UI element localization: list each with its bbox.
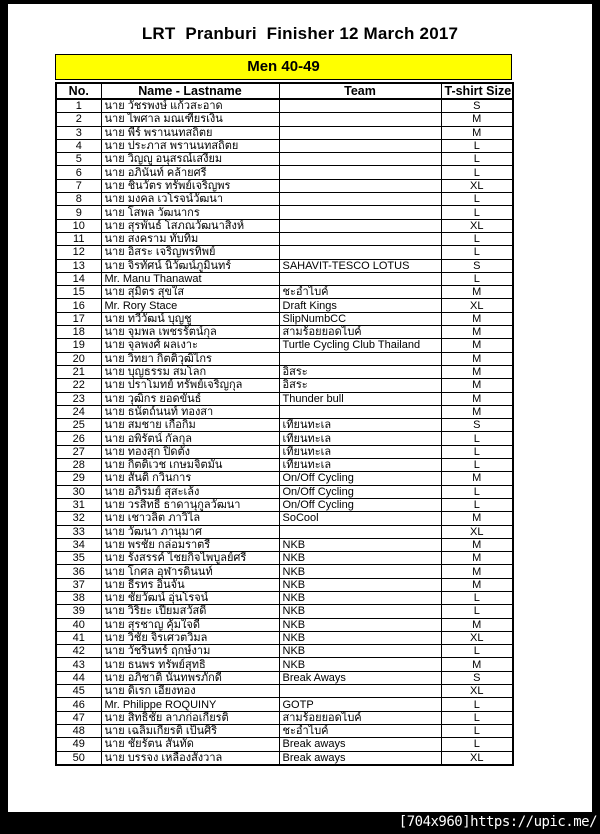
table-row: [56, 618, 513, 631]
table-row: [56, 272, 513, 285]
table-row: [56, 206, 513, 219]
table-row: [56, 578, 513, 591]
watermark-url: [704x960]https://upic.me/: [398, 814, 597, 830]
cell-name: นาย วิญญู อนุสรณ์เสงี่ยม: [101, 153, 279, 166]
cell-team: เทียนทะเล: [279, 445, 441, 458]
cell-no: 31: [56, 498, 101, 511]
cell-team: สามร้อยยอดไบค์: [279, 711, 441, 724]
cell-size: M: [441, 113, 513, 126]
cell-no: 41: [56, 631, 101, 644]
cell-name: นาย ดิเรก เอี่ยงทอง: [101, 685, 279, 698]
cell-team: [279, 193, 441, 206]
cell-team: On/Off Cycling: [279, 485, 441, 498]
cell-no: 45: [56, 685, 101, 698]
cell-name: นาย ปราโมทย์ ทรัพย์เจริญกุล: [101, 379, 279, 392]
cell-no: 29: [56, 472, 101, 485]
cell-name: นาย โสพล วัฒนากร: [101, 206, 279, 219]
watermark-bar: [0, 812, 600, 834]
cell-no: 49: [56, 738, 101, 751]
cell-name: นาย พรชัย กล่อมราตรี: [101, 538, 279, 551]
cell-size: L: [441, 459, 513, 472]
cell-size: M: [441, 658, 513, 671]
cell-no: 12: [56, 246, 101, 259]
cell-size: XL: [441, 685, 513, 698]
cell-no: 34: [56, 538, 101, 551]
cell-no: 8: [56, 193, 101, 206]
table-row: [56, 472, 513, 485]
finisher-table: [55, 82, 514, 766]
cell-size: L: [441, 232, 513, 245]
table-row: [56, 738, 513, 751]
cell-name: Mr. Manu Thanawat: [101, 272, 279, 285]
cell-name: นาย ธีรทร อินจัน: [101, 578, 279, 591]
column-header-no: No.: [56, 83, 101, 99]
cell-no: 9: [56, 206, 101, 219]
cell-size: L: [441, 193, 513, 206]
cell-size: L: [441, 485, 513, 498]
cell-size: M: [441, 512, 513, 525]
cell-size: L: [441, 272, 513, 285]
cell-team: อิสระ: [279, 365, 441, 378]
cell-team: [279, 219, 441, 232]
cell-team: ชะอำไบค์: [279, 286, 441, 299]
cell-name: นาย ชัยรัตน สันทัด: [101, 738, 279, 751]
cell-team: [279, 206, 441, 219]
cell-size: M: [441, 379, 513, 392]
cell-size: L: [441, 139, 513, 152]
cell-team: [279, 139, 441, 152]
cell-size: L: [441, 711, 513, 724]
cell-no: 39: [56, 605, 101, 618]
table-row: [56, 685, 513, 698]
cell-size: L: [441, 698, 513, 711]
cell-team: On/Off Cycling: [279, 472, 441, 485]
cell-name: นาย เฉลิมเกียรติ เป็นศิริ: [101, 724, 279, 737]
cell-name: นาย วิชัย จิรเศวตวิมล: [101, 631, 279, 644]
table-row: [56, 379, 513, 392]
cell-no: 13: [56, 259, 101, 272]
table-row: [56, 352, 513, 365]
cell-team: NKB: [279, 631, 441, 644]
cell-no: 4: [56, 139, 101, 152]
cell-team: [279, 126, 441, 139]
table-row: [56, 711, 513, 724]
cell-name: นาย วัฒนา ภานุมาศ: [101, 525, 279, 538]
cell-no: 10: [56, 219, 101, 232]
cell-name: นาย โกศล อุฬารดินนท์: [101, 565, 279, 578]
cell-size: L: [441, 432, 513, 445]
cell-team: SlipNumbCC: [279, 312, 441, 325]
cell-no: 24: [56, 405, 101, 418]
table-row: [56, 299, 513, 312]
table-row: [56, 365, 513, 378]
cell-name: นาย วิริยะ เปี่ยมสวัสดิ์: [101, 605, 279, 618]
cell-team: GOTP: [279, 698, 441, 711]
cell-no: 22: [56, 379, 101, 392]
table-row: [56, 219, 513, 232]
table-row: [56, 392, 513, 405]
cell-size: L: [441, 445, 513, 458]
cell-no: 40: [56, 618, 101, 631]
cell-no: 32: [56, 512, 101, 525]
cell-name: นาย วัชรินทร์ ฤกษ์งาม: [101, 645, 279, 658]
cell-team: [279, 99, 441, 113]
cell-no: 5: [56, 153, 101, 166]
cell-team: [279, 179, 441, 192]
cell-name: นาย ประภาส พรานนทสถิตย: [101, 139, 279, 152]
cell-name: นาย เชาวลิต ภาวิไล: [101, 512, 279, 525]
cell-name: Mr. Rory Stace: [101, 299, 279, 312]
cell-team: Draft Kings: [279, 299, 441, 312]
cell-team: [279, 272, 441, 285]
cell-size: M: [441, 392, 513, 405]
cell-no: 20: [56, 352, 101, 365]
table-row: [56, 525, 513, 538]
cell-team: เทียนทะเล: [279, 459, 441, 472]
cell-size: M: [441, 352, 513, 365]
table-row: [56, 259, 513, 272]
cell-name: นาย กิตติเวช เกษมจิตมั่น: [101, 459, 279, 472]
cell-no: 48: [56, 724, 101, 737]
cell-team: NKB: [279, 605, 441, 618]
cell-no: 2: [56, 113, 101, 126]
cell-size: M: [441, 552, 513, 565]
cell-no: 19: [56, 339, 101, 352]
table-row: [56, 538, 513, 551]
cell-name: นาย อพิรัตน์ กัลกุล: [101, 432, 279, 445]
cell-size: L: [441, 738, 513, 751]
cell-name: นาย วิทยา กิตติวุฒิไกร: [101, 352, 279, 365]
page-title: LRT Pranburi Finisher 12 March 2017: [141, 24, 459, 43]
cell-no: 47: [56, 711, 101, 724]
table-row: [56, 432, 513, 445]
column-header-size: T-shirt Size: [441, 83, 513, 99]
cell-size: S: [441, 419, 513, 432]
cell-name: นาย จุลพงศ์ ผลเงาะ: [101, 339, 279, 352]
cell-name: นาย ชินวัตร ทรัพย์เจริญพร: [101, 179, 279, 192]
table-row: [56, 645, 513, 658]
cell-no: 1: [56, 99, 101, 113]
table-body: [56, 99, 513, 765]
cell-team: [279, 352, 441, 365]
cell-size: M: [441, 405, 513, 418]
table-row: [56, 286, 513, 299]
cell-no: 15: [56, 286, 101, 299]
table-row: [56, 312, 513, 325]
table-row: [56, 113, 513, 126]
cell-no: 36: [56, 565, 101, 578]
cell-no: 27: [56, 445, 101, 458]
table-row: [56, 139, 513, 152]
cell-name: นาย สุรพันธ์ โสภณวัฒนาสิงห์: [101, 219, 279, 232]
cell-name: นาย ชัยวัฒน์ อุ่นโรจน์: [101, 591, 279, 604]
cell-team: On/Off Cycling: [279, 498, 441, 511]
cell-no: 26: [56, 432, 101, 445]
cell-no: 37: [56, 578, 101, 591]
cell-name: Mr. Philippe ROQUINY: [101, 698, 279, 711]
table-row: [56, 339, 513, 352]
cell-no: 35: [56, 552, 101, 565]
cell-no: 33: [56, 525, 101, 538]
cell-no: 25: [56, 419, 101, 432]
category-banner: Men 40-49: [55, 54, 512, 80]
table-row: [56, 724, 513, 737]
cell-team: Break aways: [279, 738, 441, 751]
cell-size: XL: [441, 299, 513, 312]
cell-name: นาย รังสรรค์ ไชยกิจไพบูลย์ศรี: [101, 552, 279, 565]
cell-name: นาย มงคล เวโรจน์วัฒนา: [101, 193, 279, 206]
cell-no: 6: [56, 166, 101, 179]
cell-team: [279, 685, 441, 698]
cell-no: 30: [56, 485, 101, 498]
cell-size: S: [441, 259, 513, 272]
cell-size: L: [441, 605, 513, 618]
cell-size: M: [441, 538, 513, 551]
table-row: [56, 99, 513, 113]
cell-team: NKB: [279, 645, 441, 658]
cell-name: นาย สุรชาญ คุ้มใจดี: [101, 618, 279, 631]
cell-no: 21: [56, 365, 101, 378]
cell-size: M: [441, 618, 513, 631]
cell-team: Turtle Cycling Club Thailand: [279, 339, 441, 352]
table-row: [56, 751, 513, 765]
cell-size: XL: [441, 751, 513, 765]
cell-team: [279, 166, 441, 179]
table-row: [56, 232, 513, 245]
cell-name: นาย ทวีวัฒน์ บุญชู: [101, 312, 279, 325]
cell-size: L: [441, 498, 513, 511]
cell-team: NKB: [279, 658, 441, 671]
table-row: [56, 605, 513, 618]
cell-size: XL: [441, 219, 513, 232]
cell-size: M: [441, 326, 513, 339]
cell-name: นาย อิสระ เจริญพรทิพย์: [101, 246, 279, 259]
table-row: [56, 153, 513, 166]
cell-size: L: [441, 246, 513, 259]
cell-team: [279, 525, 441, 538]
table-header-row: [56, 83, 513, 99]
table-row: [56, 498, 513, 511]
cell-team: Break aways: [279, 751, 441, 765]
cell-size: M: [441, 339, 513, 352]
cell-team: [279, 246, 441, 259]
cell-team: NKB: [279, 565, 441, 578]
cell-size: M: [441, 578, 513, 591]
cell-size: L: [441, 591, 513, 604]
cell-name: นาย บรรจง เหลืองสังวาล: [101, 751, 279, 765]
cell-team: อิสระ: [279, 379, 441, 392]
cell-team: NKB: [279, 578, 441, 591]
cell-no: 18: [56, 326, 101, 339]
table-row: [56, 246, 513, 259]
cell-team: [279, 405, 441, 418]
cell-no: 42: [56, 645, 101, 658]
cell-team: NKB: [279, 591, 441, 604]
table-row: [56, 193, 513, 206]
cell-team: NKB: [279, 538, 441, 551]
cell-size: XL: [441, 631, 513, 644]
cell-team: SoCool: [279, 512, 441, 525]
cell-team: NKB: [279, 618, 441, 631]
cell-name: นาย สิทธิชัย ลาภก่อเกียรติ: [101, 711, 279, 724]
cell-name: นาย อภิชาติ นันทพรภักดี: [101, 671, 279, 684]
cell-no: 23: [56, 392, 101, 405]
cell-team: [279, 153, 441, 166]
table-row: [56, 552, 513, 565]
cell-size: M: [441, 312, 513, 325]
cell-name: นาย วุฒิกร ยอดขันธ์: [101, 392, 279, 405]
cell-no: 11: [56, 232, 101, 245]
cell-size: M: [441, 286, 513, 299]
cell-no: 44: [56, 671, 101, 684]
cell-size: M: [441, 365, 513, 378]
cell-no: 46: [56, 698, 101, 711]
cell-team: SAHAVIT-TESCO LOTUS: [279, 259, 441, 272]
cell-name: นาย ธนพร ทรัพย์สุทธิ: [101, 658, 279, 671]
table-row: [56, 179, 513, 192]
table-row: [56, 698, 513, 711]
table-row: [56, 405, 513, 418]
cell-team: [279, 113, 441, 126]
cell-size: XL: [441, 525, 513, 538]
cell-name: นาย สันติ กวินการ: [101, 472, 279, 485]
table-row: [56, 445, 513, 458]
cell-size: S: [441, 99, 513, 113]
cell-name: นาย สงคราม ทับทิม: [101, 232, 279, 245]
cell-size: L: [441, 153, 513, 166]
cell-team: สามร้อยยอดไบค์: [279, 326, 441, 339]
table-row: [56, 419, 513, 432]
table-row: [56, 485, 513, 498]
cell-no: 7: [56, 179, 101, 192]
cell-name: นาย ทองสุก ปิดตัง: [101, 445, 279, 458]
cell-no: 3: [56, 126, 101, 139]
cell-no: 43: [56, 658, 101, 671]
cell-name: นาย วรสิทธิ์ ธาดานุกูลวัฒนา: [101, 498, 279, 511]
cell-team: [279, 232, 441, 245]
cell-size: L: [441, 645, 513, 658]
content-area: [55, 54, 512, 766]
cell-name: นาย สมชาย เกื้อกิ้ม: [101, 419, 279, 432]
cell-name: นาย อภินันท์ คล้ายศรี: [101, 166, 279, 179]
cell-no: 28: [56, 459, 101, 472]
cell-size: M: [441, 472, 513, 485]
cell-no: 16: [56, 299, 101, 312]
cell-size: M: [441, 126, 513, 139]
table-row: [56, 512, 513, 525]
cell-team: ชะอำไบค์: [279, 724, 441, 737]
cell-name: นาย จุมพล เพชรรัตน์กุล: [101, 326, 279, 339]
cell-no: 17: [56, 312, 101, 325]
cell-size: L: [441, 166, 513, 179]
cell-size: XL: [441, 179, 513, 192]
cell-team: เทียนทะเล: [279, 419, 441, 432]
table-row: [56, 671, 513, 684]
cell-team: Thunder bull: [279, 392, 441, 405]
table-row: [56, 126, 513, 139]
cell-name: นาย ไพศาล มณเฑียรเงิน: [101, 113, 279, 126]
cell-size: M: [441, 565, 513, 578]
cell-no: 38: [56, 591, 101, 604]
table-row: [56, 166, 513, 179]
table-row: [56, 631, 513, 644]
cell-name: นาย จิรทัศน์ นิวัฒน์ภูมินทร์: [101, 259, 279, 272]
table-row: [56, 459, 513, 472]
table-row: [56, 326, 513, 339]
cell-team: เทียนทะเล: [279, 432, 441, 445]
table-row: [56, 658, 513, 671]
document-page: [8, 4, 592, 812]
cell-team: NKB: [279, 552, 441, 565]
cell-size: L: [441, 206, 513, 219]
cell-name: นาย วัชรพงษ์ แก้วสะอาด: [101, 99, 279, 113]
cell-name: นาย พีร์ พรานนทสถิตย: [101, 126, 279, 139]
cell-size: S: [441, 671, 513, 684]
cell-team: Break Aways: [279, 671, 441, 684]
cell-name: นาย บุญธรรม สมโลก: [101, 365, 279, 378]
cell-name: นาย ธนัตถ์นนท์ ทองสา: [101, 405, 279, 418]
column-header-team: Team: [279, 83, 441, 99]
table-row: [56, 591, 513, 604]
cell-size: L: [441, 724, 513, 737]
column-header-name: Name - Lastname: [101, 83, 279, 99]
cell-no: 50: [56, 751, 101, 765]
cell-name: นาย สุมิตร สุขใส: [101, 286, 279, 299]
cell-name: นาย อภิรมย์ สุสะเล้ง: [101, 485, 279, 498]
cell-no: 14: [56, 272, 101, 285]
table-row: [56, 565, 513, 578]
